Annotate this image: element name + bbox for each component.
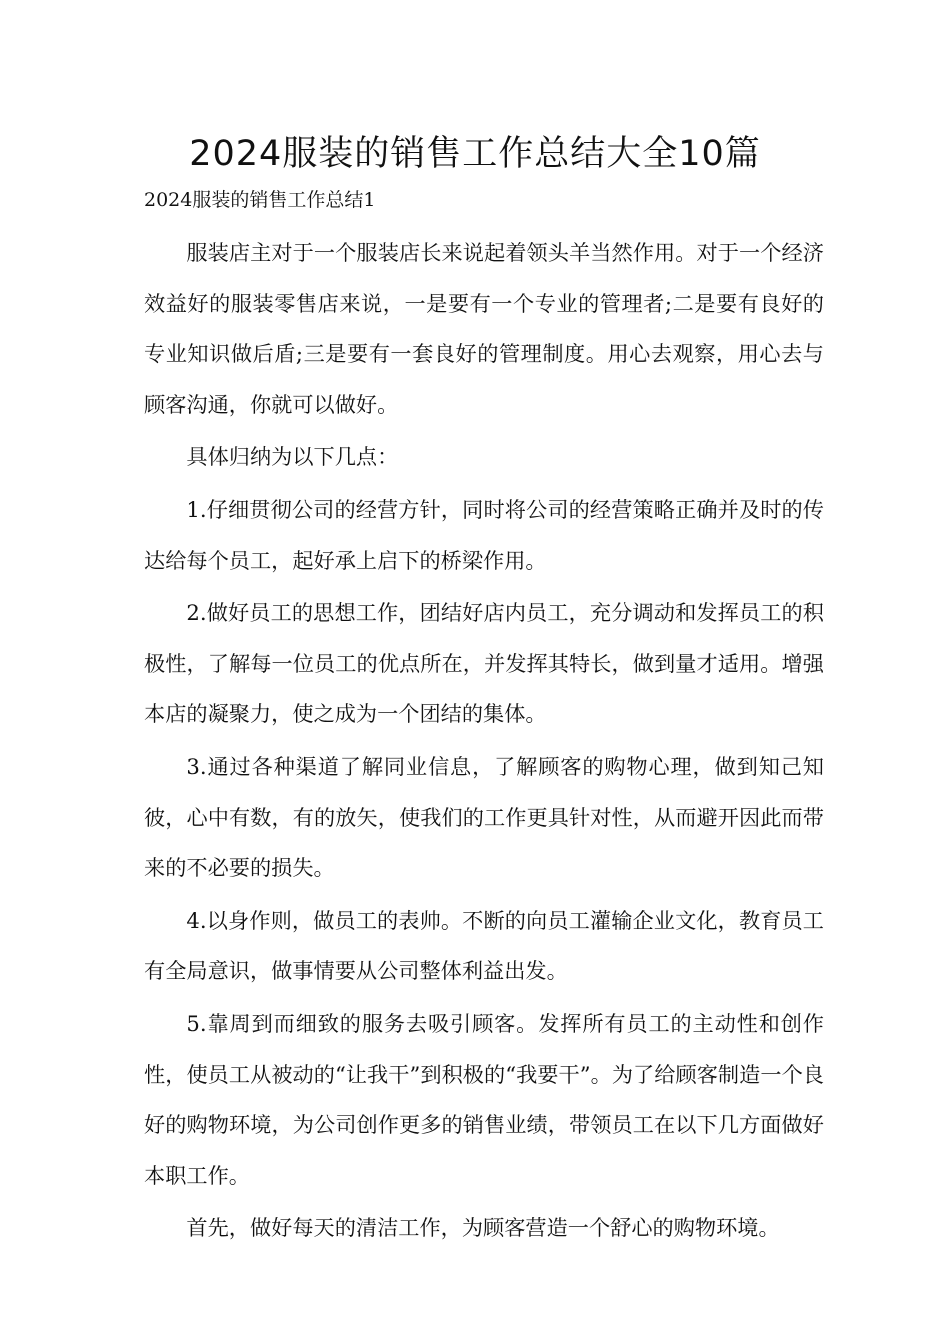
section-subtitle: 2024服装的销售工作总结1 bbox=[144, 189, 376, 211]
paragraph-first-step: 首先，做好每天的清洁工作，为顾客营造一个舒心的购物环境。 bbox=[186, 1215, 780, 1241]
paragraph-intro: 服装店主对于一个服装店长来说起着领头羊当然作用。对于一个经济效益好的服装零售店来说，一是要有一个专业的管理者;二是要有良好的专业知识做后盾;三是要有一套良好的管理制度。用心去观察，用心去与顾客沟通，你就可以做好。 bbox=[144, 240, 824, 417]
document-body bbox=[144, 228, 824, 1256]
paragraph-point-4: 4.以身作则，做员工的表帅。不断的向员工灌输企业文化，教育员工有全局意识，做事情要从公司整体利益出发。 bbox=[144, 907, 824, 984]
paragraph-point-5: 5.靠周到而细致的服务去吸引顾客。发挥所有员工的主动性和创作性，使员工从被动的“让我干”到积极的“我要干”。为了给顾客制造一个良好的购物环境，为公司创作更多的销售业绩，带领员工在以下几方面做好本职工作。 bbox=[144, 1010, 824, 1188]
paragraph-point-2: 2.做好员工的思想工作，团结好店内员工，充分调动和发挥员工的积极性，了解每一位员工的优点所在，并发挥其特长，做到量才适用。增强本店的凝聚力，使之成为一个团结的集体。 bbox=[144, 600, 824, 727]
paragraph-summary-lead: 具体归纳为以下几点： bbox=[186, 444, 399, 470]
document-title: 2024服装的销售工作总结大全10篇 bbox=[189, 134, 761, 174]
paragraph-point-1: 1.仔细贯彻公司的经营方针，同时将公司的经营策略正确并及时的传达给每个员工，起好承上启下的桥梁作用。 bbox=[144, 496, 824, 573]
paragraph-point-3: 3.通过各种渠道了解同业信息，了解顾客的购物心理，做到知己知彼，心中有数，有的放矢，使我们的工作更具针对性，从而避开因此而带来的不必要的损失。 bbox=[144, 753, 824, 881]
